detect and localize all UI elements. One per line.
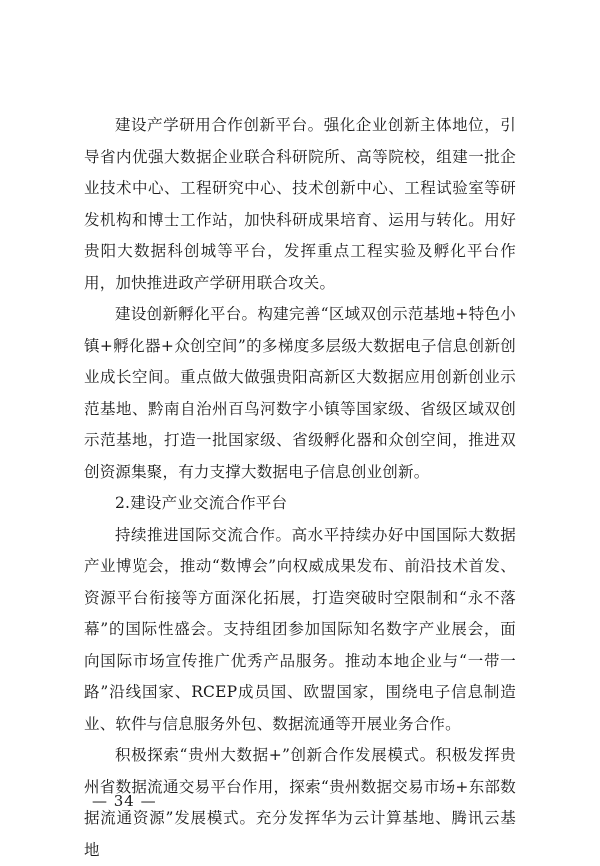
page-number: — 34 —	[92, 792, 157, 810]
paragraph-incubation-platform: 建设创新孵化平台。构建完善“区域双创示范基地+特色小镇+孵化器+众创空间”的多梯度多层级大数据电子信息创新创业成长空间。重点做大做强贵阳高新区大数据应用创新创业示范基地、黔南自治州百鸟河数字小镇等国家级、省级区域双创示范基地，打造一批国家级、省级孵化器和众创空间，推进双创资源集聚，有力支撑大数据电子信息创业创新。	[84, 305, 516, 481]
section-heading: 2.建设产业交流合作平台	[115, 494, 288, 512]
paragraph-guizhou-bigdata-model: 积极探索“贵州大数据+”创新合作发展模式。积极发挥贵州省数据流通交易平台作用，探索“贵州数据交易市场+东部数据流通资源”发展模式。充分发挥华为云计算基地、腾讯云基地	[84, 746, 516, 859]
paragraph-industry-research-platform: 建设产学研用合作创新平台。强化企业创新主体地位，引导省内优强大数据企业联合科研院所、高等院校，组建一批企业技术中心、工程研究中心、技术创新中心、工程试验室等研发机构和博士工作站，加快科研成果培育、运用与转化。用好贵阳大数据科创城等平台，发挥重点工程实验及孵化平台作用，加快推进政产学研用联合攻关。	[84, 116, 516, 292]
paragraph-international-exchange: 持续推进国际交流合作。高水平持续办好中国国际大数据产业博览会，推动“数博会”向权威成果发布、前沿技术首发、资源平台衔接等方面深化拓展，打造突破时空限制和“永不落幕”的国际性盛会。支持组团参加国际知名数字产业展会，面向国际市场宣传推广优秀产品服务。推动本地企业与“一带一路”沿线国家、RCEP成员国、欧盟国家，围绕电子信息制造业、软件与信息服务外包、数据流通等开展业务合作。	[84, 525, 516, 733]
page-body	[84, 110, 516, 866]
